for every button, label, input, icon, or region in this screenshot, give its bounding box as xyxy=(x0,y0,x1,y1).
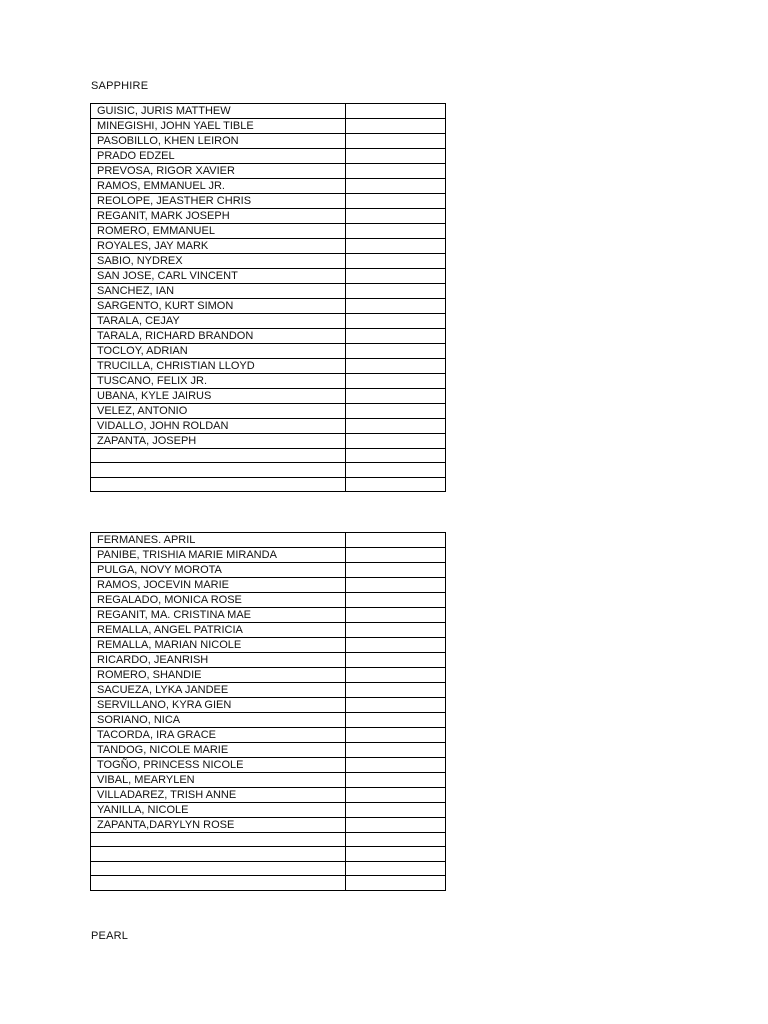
blank-cell xyxy=(346,134,446,149)
blank-cell xyxy=(346,419,446,434)
student-name-cell: PULGA, NOVY MOROTA xyxy=(91,563,346,578)
student-name-cell: SAN JOSE, CARL VINCENT xyxy=(91,269,346,284)
blank-cell xyxy=(346,728,446,743)
table-row xyxy=(91,254,446,269)
blank-cell xyxy=(346,743,446,758)
blank-cell xyxy=(346,314,446,329)
table-row xyxy=(91,608,446,623)
table-row xyxy=(91,728,446,743)
table-row xyxy=(91,239,446,254)
table-row xyxy=(91,374,446,389)
blank-cell xyxy=(346,713,446,728)
student-name-cell xyxy=(91,861,346,875)
blank-cell xyxy=(346,463,446,477)
student-name-cell: RICARDO, JEANRISH xyxy=(91,653,346,668)
blank-cell xyxy=(346,344,446,359)
student-name-cell: YANILLA, NICOLE xyxy=(91,803,346,818)
student-name-cell: PRADO EDZEL xyxy=(91,149,346,164)
student-name-cell: RAMOS, EMMANUEL JR. xyxy=(91,179,346,194)
student-name-cell: TACORDA, IRA GRACE xyxy=(91,728,346,743)
blank-cell xyxy=(346,533,446,548)
student-name-cell: TANDOG, NICOLE MARIE xyxy=(91,743,346,758)
blank-cell xyxy=(346,179,446,194)
table-row xyxy=(91,164,446,179)
table-row xyxy=(91,743,446,758)
table-row xyxy=(91,179,446,194)
table-row xyxy=(91,359,446,374)
blank-cell xyxy=(346,404,446,419)
student-name-cell: PANIBE, TRISHIA MARIE MIRANDA xyxy=(91,548,346,563)
table-row xyxy=(91,818,446,833)
student-name-cell: REMALLA, ANGEL PATRICIA xyxy=(91,623,346,638)
blank-cell xyxy=(346,449,446,463)
table-row xyxy=(91,269,446,284)
student-name-cell: SANCHEZ, IAN xyxy=(91,284,346,299)
blank-cell xyxy=(346,254,446,269)
table-row xyxy=(91,434,446,449)
table-row xyxy=(91,149,446,164)
blank-cell xyxy=(346,578,446,593)
student-name-cell xyxy=(91,876,346,890)
student-name-cell: MINEGISHI, JOHN YAEL TIBLE xyxy=(91,119,346,134)
student-name-cell: ROMERO, EMMANUEL xyxy=(91,224,346,239)
section-label-sapphire: SAPPHIRE xyxy=(91,80,149,92)
blank-cell xyxy=(346,284,446,299)
blank-cell xyxy=(346,119,446,134)
student-name-cell: ZAPANTA, JOSEPH xyxy=(91,434,346,449)
blank-cell xyxy=(346,224,446,239)
blank-cell xyxy=(346,548,446,563)
student-name-cell xyxy=(91,847,346,861)
blank-cell xyxy=(346,477,446,491)
blank-cell xyxy=(346,683,446,698)
roster-table-boys xyxy=(90,103,446,492)
blank-cell xyxy=(346,593,446,608)
table-row xyxy=(91,683,446,698)
blank-cell xyxy=(346,788,446,803)
student-name-cell: ROYALES, JAY MARK xyxy=(91,239,346,254)
student-name-cell: VELEZ, ANTONIO xyxy=(91,404,346,419)
roster-table-girls-body xyxy=(91,533,446,891)
table-row xyxy=(91,668,446,683)
blank-cell xyxy=(346,861,446,875)
table-row xyxy=(91,404,446,419)
student-name-cell: TOCLOY, ADRIAN xyxy=(91,344,346,359)
student-name-cell: VIDALLO, JOHN ROLDAN xyxy=(91,419,346,434)
table-row xyxy=(91,477,446,491)
blank-cell xyxy=(346,803,446,818)
table-row xyxy=(91,578,446,593)
student-name-cell: REMALLA, MARIAN NICOLE xyxy=(91,638,346,653)
table-row xyxy=(91,389,446,404)
student-name-cell: TARALA, RICHARD BRANDON xyxy=(91,329,346,344)
table-row xyxy=(91,344,446,359)
blank-cell xyxy=(346,876,446,890)
student-name-cell: GUISIC, JURIS MATTHEW xyxy=(91,104,346,119)
student-name-cell: REOLOPE, JEASTHER CHRIS xyxy=(91,194,346,209)
student-name-cell: ZAPANTA,DARYLYN ROSE xyxy=(91,818,346,833)
table-row xyxy=(91,419,446,434)
table-row xyxy=(91,653,446,668)
student-name-cell: TUSCANO, FELIX JR. xyxy=(91,374,346,389)
table-row xyxy=(91,209,446,224)
student-name-cell: FERMANES. APRIL xyxy=(91,533,346,548)
blank-cell xyxy=(346,668,446,683)
blank-cell xyxy=(346,623,446,638)
blank-cell xyxy=(346,194,446,209)
table-row xyxy=(91,563,446,578)
blank-cell xyxy=(346,209,446,224)
table-row xyxy=(91,224,446,239)
table-row xyxy=(91,847,446,861)
blank-cell xyxy=(346,164,446,179)
section-label-pearl: PEARL xyxy=(91,930,129,942)
student-name-cell: SACUEZA, LYKA JANDEE xyxy=(91,683,346,698)
table-row xyxy=(91,758,446,773)
student-name-cell: ROMERO, SHANDIE xyxy=(91,668,346,683)
student-name-cell: REGANIT, MARK JOSEPH xyxy=(91,209,346,224)
student-name-cell: UBANA, KYLE JAIRUS xyxy=(91,389,346,404)
student-name-cell: VILLADAREZ, TRISH ANNE xyxy=(91,788,346,803)
blank-cell xyxy=(346,149,446,164)
table-row xyxy=(91,773,446,788)
table-row xyxy=(91,548,446,563)
student-name-cell xyxy=(91,449,346,463)
table-row xyxy=(91,194,446,209)
blank-cell xyxy=(346,653,446,668)
student-name-cell: TRUCILLA, CHRISTIAN LLOYD xyxy=(91,359,346,374)
student-name-cell: SERVILLANO, KYRA GIEN xyxy=(91,698,346,713)
table-row xyxy=(91,314,446,329)
blank-cell xyxy=(346,269,446,284)
table-row xyxy=(91,104,446,119)
student-name-cell: SABIO, NYDREX xyxy=(91,254,346,269)
blank-cell xyxy=(346,847,446,861)
student-name-cell: RAMOS, JOCEVIN MARIE xyxy=(91,578,346,593)
roster-table-girls xyxy=(90,532,446,891)
blank-cell xyxy=(346,239,446,254)
blank-cell xyxy=(346,374,446,389)
blank-cell xyxy=(346,299,446,314)
student-name-cell: TARALA, CEJAY xyxy=(91,314,346,329)
table-row xyxy=(91,876,446,890)
blank-cell xyxy=(346,698,446,713)
table-row xyxy=(91,593,446,608)
table-row xyxy=(91,698,446,713)
blank-cell xyxy=(346,329,446,344)
student-name-cell: PREVOSA, RIGOR XAVIER xyxy=(91,164,346,179)
student-name-cell xyxy=(91,463,346,477)
student-name-cell: VIBAL, MEARYLEN xyxy=(91,773,346,788)
table-row xyxy=(91,449,446,463)
table-row xyxy=(91,623,446,638)
table-row xyxy=(91,329,446,344)
blank-cell xyxy=(346,608,446,623)
table-row xyxy=(91,861,446,875)
student-name-cell xyxy=(91,833,346,847)
blank-cell xyxy=(346,359,446,374)
student-name-cell: TOGÑO, PRINCESS NICOLE xyxy=(91,758,346,773)
table-row xyxy=(91,134,446,149)
table-row xyxy=(91,833,446,847)
blank-cell xyxy=(346,638,446,653)
student-name-cell: SORIANO, NICA xyxy=(91,713,346,728)
table-row xyxy=(91,463,446,477)
table-row xyxy=(91,119,446,134)
student-name-cell xyxy=(91,477,346,491)
blank-cell xyxy=(346,389,446,404)
student-name-cell: REGANIT, MA. CRISTINA MAE xyxy=(91,608,346,623)
table-row xyxy=(91,638,446,653)
table-row xyxy=(91,299,446,314)
table-row xyxy=(91,713,446,728)
table-row xyxy=(91,533,446,548)
student-name-cell: SARGENTO, KURT SIMON xyxy=(91,299,346,314)
blank-cell xyxy=(346,758,446,773)
blank-cell xyxy=(346,818,446,833)
student-name-cell: PASOBILLO, KHEN LEIRON xyxy=(91,134,346,149)
table-row xyxy=(91,284,446,299)
blank-cell xyxy=(346,773,446,788)
table-row xyxy=(91,803,446,818)
blank-cell xyxy=(346,434,446,449)
table-row xyxy=(91,788,446,803)
blank-cell xyxy=(346,833,446,847)
blank-cell xyxy=(346,563,446,578)
blank-cell xyxy=(346,104,446,119)
student-name-cell: REGALADO, MONICA ROSE xyxy=(91,593,346,608)
roster-table-boys-body xyxy=(91,104,446,492)
